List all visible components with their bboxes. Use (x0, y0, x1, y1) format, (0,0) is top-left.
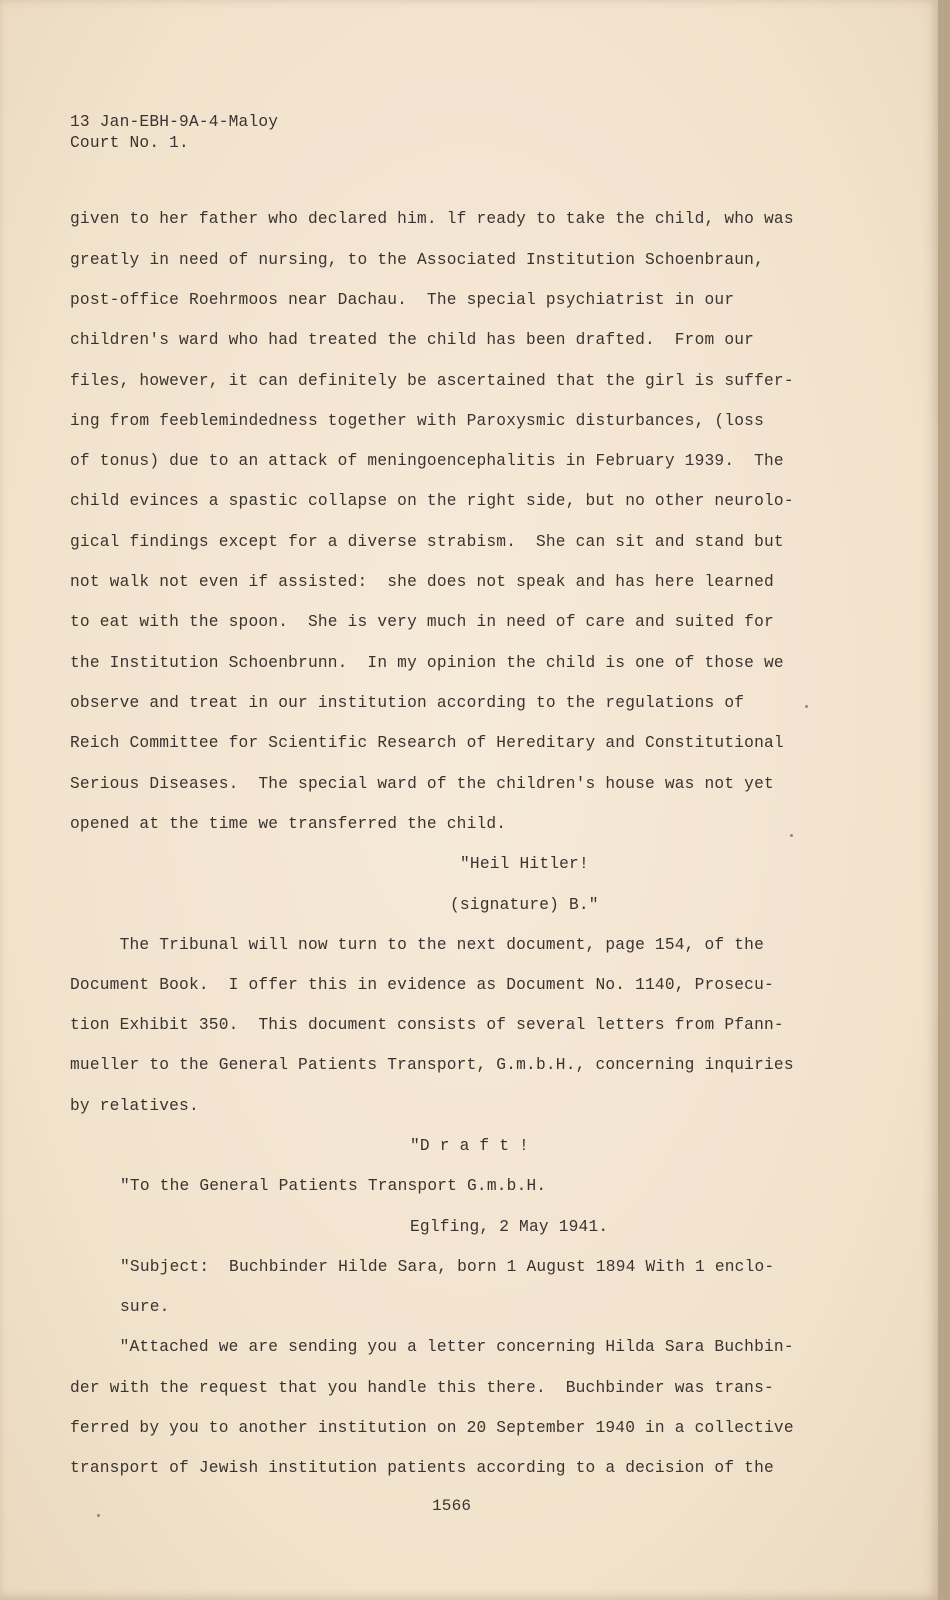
body-line: observe and treat in our institution according to the regulations of (70, 694, 745, 712)
paper-speck (97, 1514, 100, 1517)
tribunal-line: by relatives. (70, 1097, 199, 1115)
draft-body-line: ferred by you to another institution on 20 September 1940 in a collective (70, 1419, 794, 1437)
tribunal-line: Document Book. I offer this in evidence as Document No. 1140, Prosecu- (70, 976, 774, 994)
body-line: opened at the time we transferred the child. (70, 815, 507, 833)
body-line: files, however, it can definitely be ascertained that the girl is suffer- (70, 372, 794, 390)
draft-heading: "D r a f t ! (410, 1137, 529, 1155)
closing-salute: "Heil Hitler! (460, 855, 589, 873)
body-line: child evinces a spastic collapse on the right side, but no other neurolo- (70, 492, 794, 510)
body-line: not walk not even if assisted: she does not speak and has here learned (70, 573, 774, 591)
body-line: the Institution Schoenbrunn. In my opinion the child is one of those we (70, 654, 784, 672)
closing-signature: (signature) B." (450, 896, 599, 914)
paper-speck (805, 705, 808, 708)
draft-subject: "Subject: Buchbinder Hilde Sara, born 1 August 1894 With 1 enclo- (120, 1258, 775, 1276)
draft-subject-continued: sure. (120, 1298, 170, 1316)
page-number: 1566 (432, 1497, 472, 1515)
body-line: ing from feeblemindedness together with Paroxysmic disturbances, (loss (70, 412, 764, 430)
document-reference: 13 Jan-EBH-9A-4-Maloy (70, 113, 279, 131)
draft-body-line: "Attached we are sending you a letter concerning Hilda Sara Buchbin- (70, 1338, 794, 1356)
body-line: Reich Committee for Scientific Research of Hereditary and Constitutional (70, 734, 784, 752)
tribunal-line: The Tribunal will now turn to the next document, page 154, of the (70, 936, 764, 954)
draft-body-line: der with the request that you handle this there. Buchbinder was trans- (70, 1379, 774, 1397)
page-edge (938, 0, 950, 1600)
body-line: post-office Roehrmoos near Dachau. The special psychiatrist in our (70, 291, 735, 309)
draft-body-line: transport of Jewish institution patients according to a decision of the (70, 1459, 774, 1477)
draft-recipient: "To the General Patients Transport G.m.b.H. (120, 1177, 547, 1195)
body-line: children's ward who had treated the child has been drafted. From our (70, 331, 755, 349)
draft-place-date: Eglfing, 2 May 1941. (410, 1218, 609, 1236)
body-line: gical findings except for a diverse strabism. She can sit and stand but (70, 533, 784, 551)
body-line: to eat with the spoon. She is very much in need of care and suited for (70, 613, 774, 631)
tribunal-line: tion Exhibit 350. This document consists of several letters from Pfann- (70, 1016, 784, 1034)
body-line: greatly in need of nursing, to the Associated Institution Schoenbraun, (70, 251, 764, 269)
court-number: Court No. 1. (70, 134, 189, 152)
paper-speck (790, 834, 793, 837)
body-line: given to her father who declared him. lf ready to take the child, who was (70, 210, 794, 228)
tribunal-line: mueller to the General Patients Transport, G.m.b.H., concerning inquiries (70, 1056, 794, 1074)
body-line: Serious Diseases. The special ward of the children's house was not yet (70, 775, 774, 793)
body-line: of tonus) due to an attack of meningoencephalitis in February 1939. The (70, 452, 784, 470)
